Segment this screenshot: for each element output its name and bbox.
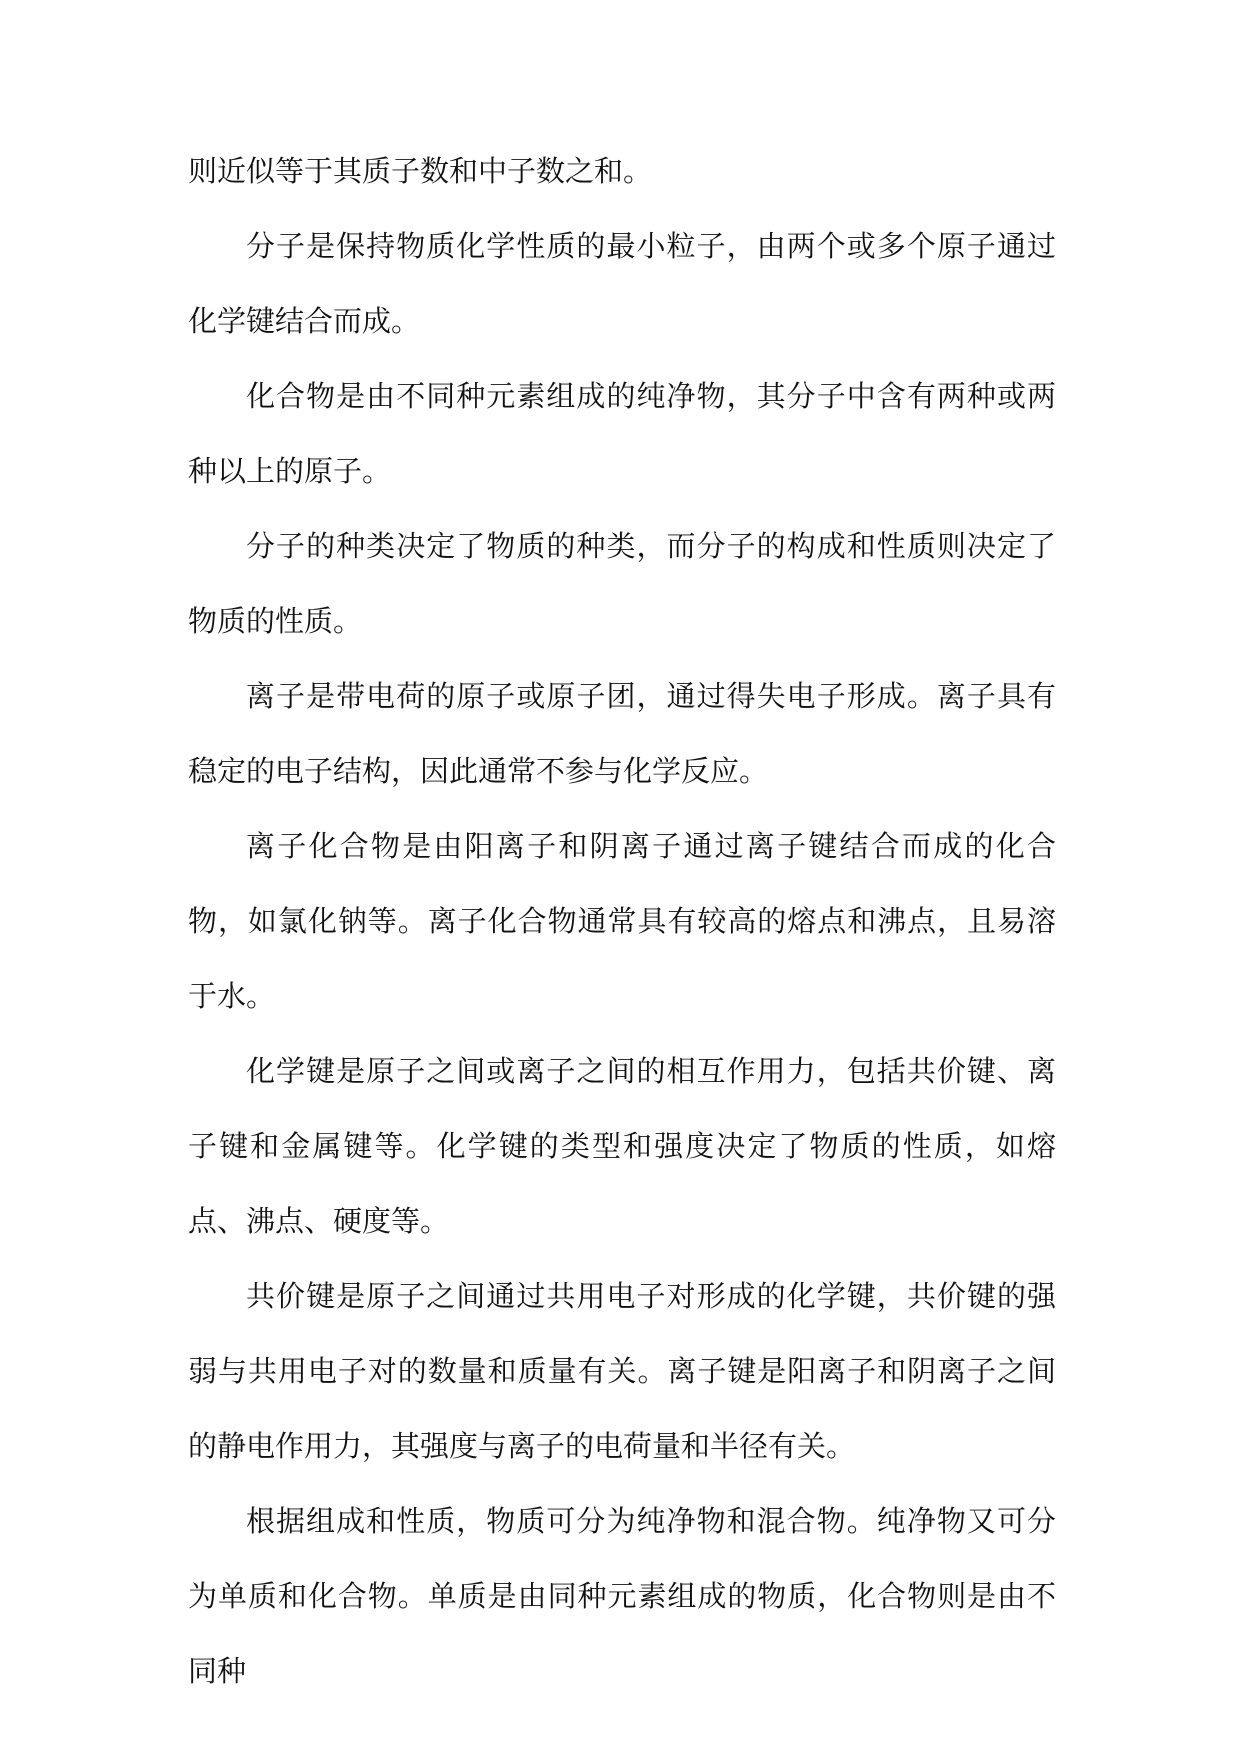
paragraph: 共价键是原子之间通过共用电子对形成的化学键，共价键的强弱与共用电子对的数量和质量有关。离子键是阳离子和阴离子之间的静电作用力，其强度与离子的电荷量和半径有关。 bbox=[188, 1279, 1056, 1463]
paragraph: 根据组成和性质，物质可分为纯净物和混合物。纯净物又可分为单质和化合物。单质是由同种元素组成的物质，化合物则是由不同种 bbox=[188, 1504, 1056, 1688]
paragraph: 化合物是由不同种元素组成的纯净物，其分子中含有两种或两种以上的原子。 bbox=[188, 379, 1056, 488]
paragraph: 分子的种类决定了物质的种类，而分子的构成和性质则决定了物质的性质。 bbox=[188, 529, 1056, 638]
paragraph: 分子是保持物质化学性质的最小粒子，由两个或多个原子通过化学键结合而成。 bbox=[188, 229, 1056, 338]
paragraph-continuation: 则近似等于其质子数和中子数之和。 bbox=[188, 154, 653, 188]
body-text bbox=[188, 134, 1056, 1709]
paragraph: 离子化合物是由阳离子和阴离子通过离子键结合而成的化合物，如氯化钠等。离子化合物通常具有较高的熔点和沸点，且易溶于水。 bbox=[188, 829, 1056, 1013]
paragraph: 化学键是原子之间或离子之间的相互作用力，包括共价键、离子键和金属键等。化学键的类型和强度决定了物质的性质，如熔点、沸点、硬度等。 bbox=[188, 1054, 1056, 1238]
paragraph: 离子是带电荷的原子或原子团，通过得失电子形成。离子具有稳定的电子结构，因此通常不参与化学反应。 bbox=[188, 679, 1056, 788]
